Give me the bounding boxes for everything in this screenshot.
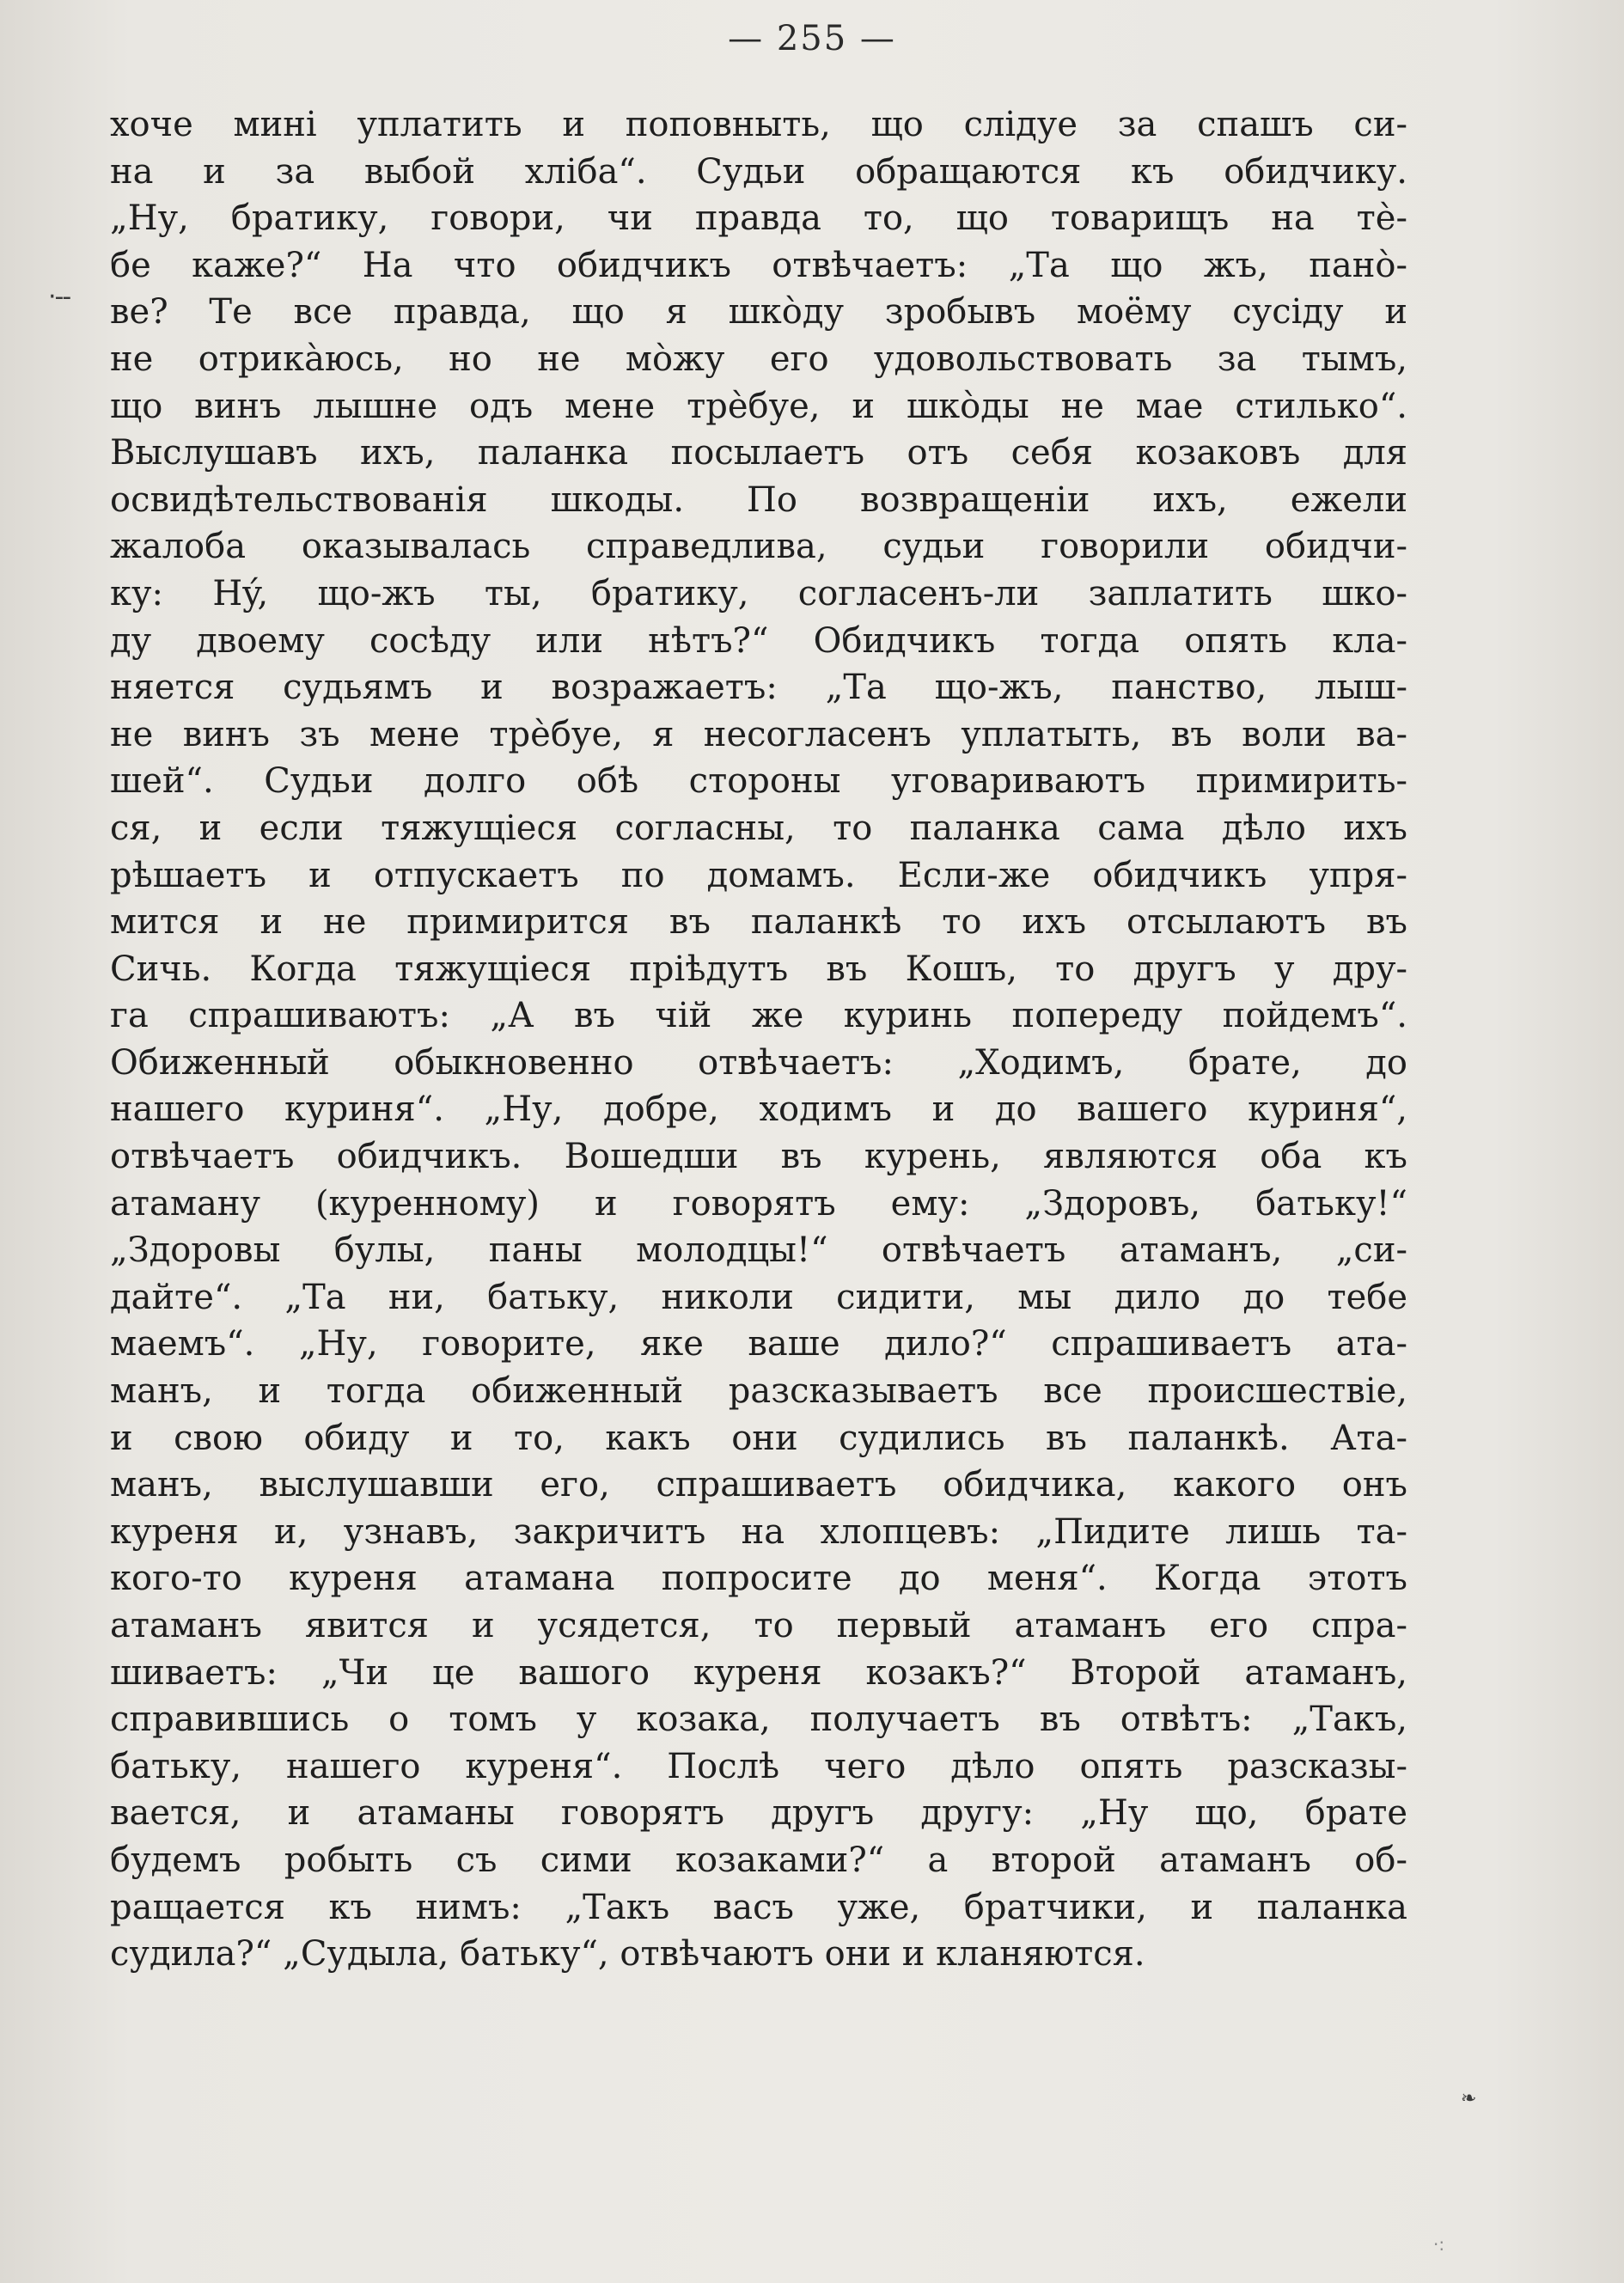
page-body-text	[110, 101, 1407, 1978]
text-line: бе каже?“ На что обидчикъ отвѣчаетъ: „Та що жъ, панò-	[110, 245, 1407, 285]
text-line: мится и не примирится въ паланкѣ то ихъ отсылаютъ въ	[110, 902, 1407, 943]
text-line: атаману (куренному) и говорятъ ему: „Здоровъ, батьку!“	[110, 1183, 1407, 1224]
text-line: ве? Те все правда, що я шкòду зробывъ моёму сусіду и	[110, 292, 1407, 333]
text-line: манъ, выслушавши его, спрашиваетъ обидчика, какого онъ	[110, 1465, 1407, 1505]
text-line: хоче мині уплатить и поповныть, що слідуе за спашъ си-	[110, 105, 1407, 144]
text-line: маемъ“. „Ну, говорите, яке ваше дило?“ спрашиваетъ ата-	[110, 1324, 1407, 1364]
text-line: не винъ зъ мене трѐбуе, я несогласенъ уплатыть, въ воли ва-	[110, 714, 1407, 754]
text-line: будемъ робыть съ сими козаками?“ а второй атаманъ об-	[110, 1840, 1407, 1880]
text-line: „Ну, братику, говори, чи правда то, що товарищъ на тѐ-	[110, 198, 1407, 239]
text-line: судила?“ „Судыла, батьку“, отвѣчаютъ они и кланяются.	[110, 1934, 1145, 1975]
text-line: няется судьямъ и возражаетъ: „Та що-жъ, панство, лыш-	[110, 668, 1407, 708]
text-line: шей“. Судьи долго обѣ стороны уговариваютъ примирить-	[110, 761, 1407, 802]
text-line: справившись о томъ у козака, получаетъ въ отвѣтъ: „Такъ,	[110, 1700, 1407, 1740]
text-line: „Здоровы булы, паны молодцы!“ отвѣчаетъ атаманъ, „си-	[110, 1230, 1407, 1271]
text-line: Сичь. Когда тяжущіеся пріѣдутъ въ Кошъ, то другъ у дру-	[110, 949, 1407, 989]
text-line: и свою обиду и то, какъ они судились въ паланкѣ. Ата-	[110, 1418, 1407, 1458]
margin-mark-left: ·--	[48, 282, 70, 312]
text-line: вается, и атаманы говорятъ другъ другу: „Ну що, брате	[110, 1793, 1407, 1834]
text-line: освидѣтельствованія шкоды. По возвращеніи ихъ, ежели	[110, 479, 1407, 520]
text-line: нашего куриня“. „Ну, добре, ходимъ и до вашего куриня“,	[110, 1090, 1407, 1130]
text-line: манъ, и тогда обиженный разсказываетъ все происшествіе,	[110, 1371, 1407, 1412]
text-line: ду двоему сосѣду или нѣтъ?“ Обидчикъ тогда опять кла-	[110, 620, 1407, 661]
text-line: отвѣчаетъ обидчикъ. Вошедши въ курень, являются оба къ	[110, 1137, 1407, 1177]
text-line: атаманъ явится и усядется, то первый атаманъ его спра-	[110, 1606, 1407, 1645]
margin-mark-bottom: ·:	[1433, 2234, 1445, 2255]
text-line: кого-то куреня атамана попросите до меня“. Когда этотъ	[110, 1559, 1407, 1599]
text-line: шиваетъ: „Чи це вашого куреня козакъ?“ Второй атаманъ,	[110, 1652, 1407, 1693]
text-line: куреня и, узнавъ, закричитъ на хлопцевъ: „Пидите лишь та-	[110, 1511, 1407, 1552]
text-line: що винъ лышне одъ мене трѐбуе, и шкòды не мае стилько“.	[110, 386, 1407, 426]
text-line: батьку, нашего куреня“. Послѣ чего дѣло опять разсказы-	[110, 1746, 1407, 1786]
text-line: ращается къ нимъ: „Такъ васъ уже, братчики, и паланка	[110, 1887, 1407, 1927]
page-number: — 255 —	[728, 19, 896, 58]
text-line: Выслушавъ ихъ, паланка посылаетъ отъ себя козаковъ для	[110, 433, 1407, 473]
text-line: дайте“. „Та ни, батьку, николи сидити, мы дило до тебе	[110, 1277, 1407, 1317]
text-line: ся, и если тяжущіеся согласны, то паланка сама дѣло ихъ	[110, 808, 1407, 848]
text-line: га спрашиваютъ: „А въ чій же куринь попереду пойдемъ“.	[110, 996, 1407, 1036]
text-line: ку: Нý, що-жъ ты, братику, согласенъ-ли заплатить шко-	[110, 573, 1407, 613]
text-line: Обиженный обыкновенно отвѣчаетъ: „Ходимъ, брате, до	[110, 1042, 1407, 1083]
text-line: на и за выбой хліба“. Судьи обращаются къ обидчику.	[110, 151, 1407, 192]
text-line: не отрикàюсь, но не мòжу его удовольствовать за тымъ,	[110, 339, 1407, 379]
text-line: жалоба оказывалась справедлива, судьи говорили обидчи-	[110, 527, 1407, 567]
margin-mark-right: ❧	[1461, 2088, 1477, 2109]
text-line: рѣшаетъ и отпускаетъ по домамъ. Если-же обидчикъ упря-	[110, 855, 1407, 895]
